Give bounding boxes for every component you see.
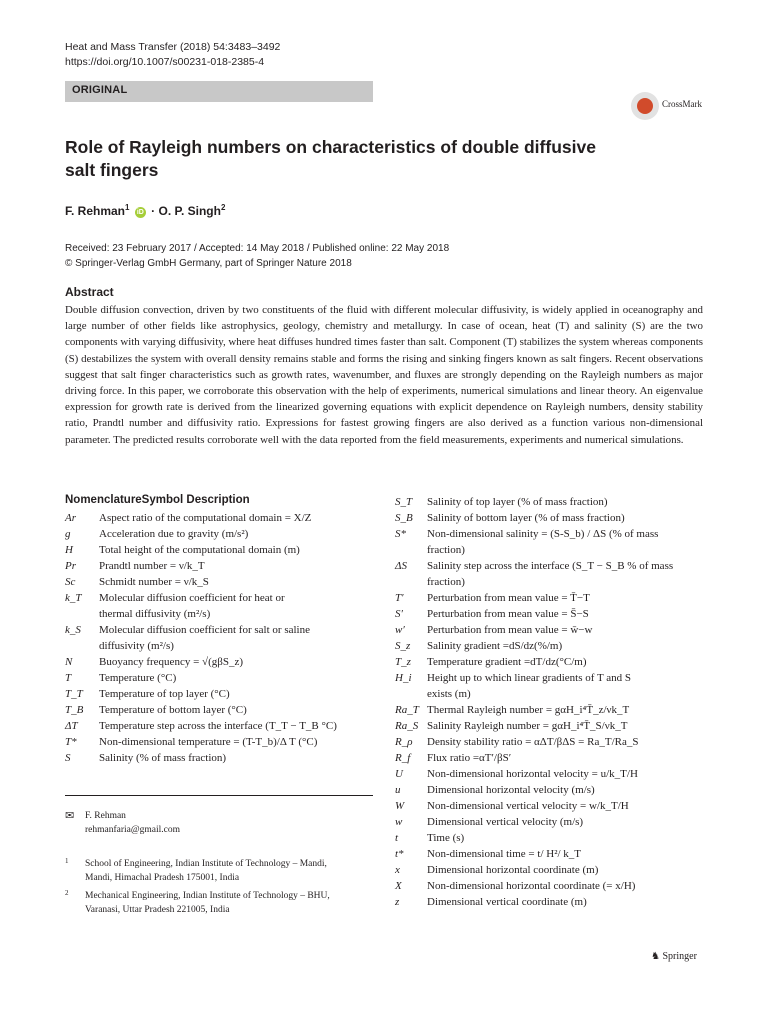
nomenclature-symbol: Ar (65, 512, 76, 524)
nomenclature-description (427, 702, 727, 718)
description-line: Temperature gradient =dT/dz(°C/m) (427, 656, 587, 668)
nomenclature-symbol: t (395, 832, 399, 844)
affiliation-line: Mandi, Himachal Pradesh 175001, India (85, 873, 240, 883)
description-line: Non-dimensional vertical velocity = w/k_T/H (427, 800, 629, 812)
article-type-label: ORIGINAL (72, 84, 128, 96)
affiliation-text (85, 857, 385, 885)
description-line: Perturbation from mean value = T̄−T (427, 592, 590, 604)
nomenclature-description (427, 590, 727, 606)
copyright-line: © Springer-Verlag GmbH Germany, part of Springer Nature 2018 (65, 258, 352, 269)
affiliation-number: 2 (65, 889, 69, 897)
nomenclature-symbol: R_ρ (395, 736, 413, 748)
description-line: Temperature of bottom layer (°C) (99, 704, 247, 716)
description-line: Dimensional vertical velocity (m/s) (427, 816, 584, 828)
author-name[interactable]: F. Rehman (65, 204, 126, 218)
publisher-name: Springer (662, 951, 697, 962)
affiliation-text (85, 889, 385, 917)
nomenclature-description (427, 606, 727, 622)
nomenclature-description (427, 510, 727, 526)
journal-header (65, 40, 280, 70)
nomenclature-symbol: Ra_T (395, 704, 419, 716)
abstract-heading: Abstract (65, 285, 114, 299)
description-line: Flux ratio =αT′/βS′ (427, 752, 512, 764)
description-line: Prandtl number = ν/k_T (99, 560, 205, 572)
description-line: Temperature (°C) (99, 672, 177, 684)
nomenclature-description (99, 654, 399, 670)
nomenclature-description (99, 686, 399, 702)
nomenclature-description (427, 558, 727, 590)
description-line: Perturbation from mean value = w̄−w (427, 624, 593, 636)
nomenclature-symbol: S_T (395, 496, 413, 508)
abstract-body: Double diffusion convection, driven by two constituents of the fluid with different molecular diffusivity, is widely applied in oceanography and large number of other fields like astrophysics, geology, chemistry and metallurgy. In case of ocean, heat (T) and salinity (S) are the two components with varying diffusivity, where heat diffuses hundred times faster than salt. Component (T) stabilizes the system whereas components (S) destabilizes the system with overall density remains stable and forms the rising and sinking fingers known as salt fingers. Recent observations suggest that salt finger characteristics such as growth rates, wavenumber, and fluxes are strongly depending on the Rayleigh numbers as major driving force. In this paper, we corroborate this observation with the help of experiments, numerical simulations and linear theory. An eigenvalue expression for growth rate is derived from the linearized governing equations with explicit dependence on Rayleigh numbers, density stability ratio, Prandtl number and diffusivity ratio. Expressions for fastest growing fingers are also derived as a function various non-dimensional parameter. The predicted results corroborate well with the data reported from the field measurements, experiments and numerical simulations. (65, 304, 703, 446)
nomenclature-symbol: S_B (395, 512, 413, 524)
nomenclature-description (427, 798, 727, 814)
crossmark-icon (631, 92, 659, 120)
nomenclature-symbol: T_z (395, 656, 411, 668)
nomenclature-description (427, 526, 727, 558)
nomenclature-symbol: T′ (395, 592, 404, 604)
nomenclature-description (99, 510, 399, 526)
nomenclature-symbol: T* (65, 736, 77, 748)
nomenclature-symbol: Ra_S (395, 720, 419, 732)
description-line: Non-dimensional horizontal coordinate (= x/H) (427, 880, 636, 892)
description-line: Height up to which linear gradients of T and S (427, 672, 631, 684)
contact-email[interactable]: rehmanfaria@gmail.com (85, 825, 180, 835)
footnote-divider (65, 795, 373, 796)
nomenclature-description (427, 862, 727, 878)
nomenclature-description (427, 894, 727, 910)
nomenclature-description (99, 542, 399, 558)
description-line: Buoyancy frequency = √(gβS_z) (99, 656, 243, 668)
nomenclature-symbol: ΔS (395, 560, 407, 572)
nomenclature-symbol: H_i (395, 672, 412, 684)
affiliation-number: 1 (65, 857, 69, 865)
nomenclature-symbol: U (395, 768, 403, 780)
orcid-icon[interactable]: iD (136, 209, 144, 216)
nomenclature-description (99, 590, 399, 622)
nomenclature-symbol: S_z (395, 640, 411, 652)
springer-horse-icon: ♞ (651, 951, 660, 962)
author-separator: · (151, 204, 156, 218)
nomenclature-description (99, 718, 399, 734)
nomenclature-symbol: H (65, 544, 73, 556)
nomenclature-symbol: W (395, 800, 405, 812)
nomenclature-description (99, 526, 399, 542)
nomenclature-symbol: N (65, 656, 73, 668)
description-line: Salinity (% of mass fraction) (99, 752, 227, 764)
description-line: Total height of the computational domain (m) (99, 544, 300, 556)
nomenclature-description (99, 734, 399, 750)
nomenclature-symbol: T_B (65, 704, 84, 716)
nomenclature-description (427, 846, 727, 862)
nomenclature-description (427, 670, 727, 702)
description-line: fraction) (427, 544, 465, 556)
description-line: Non-dimensional horizontal velocity = u/k_T/H (427, 768, 638, 780)
article-type-bar (65, 81, 373, 102)
history-dates: Received: 23 February 2017 / Accepted: 14 May 2018 / Published online: 22 May 2018 (65, 243, 450, 254)
affiliation-line: Varanasi, Uttar Pradesh 221005, India (85, 905, 230, 915)
nomenclature-symbol: u (395, 784, 401, 796)
description-line: Perturbation from mean value = S̄−S (427, 608, 589, 620)
nomenclature-symbol: g (65, 528, 71, 540)
nomenclature-description (99, 558, 399, 574)
description-line: Salinity Rayleigh number = gαH_i⁴T̄_S/νk_T (427, 720, 628, 732)
nomenclature-symbol: R_f (395, 752, 411, 764)
nomenclature-symbol: T_T (65, 688, 83, 700)
nomenclature-symbol: ΔT (65, 720, 78, 732)
nomenclature-description (427, 814, 727, 830)
nomenclature-description (427, 830, 727, 846)
author-list (65, 203, 225, 218)
nomenclature-symbol: S* (395, 528, 406, 540)
description-line: Non-dimensional time = t/ H²/ k_T (427, 848, 582, 860)
author-affiliation-sup: 1 (125, 203, 130, 212)
affiliation-line: School of Engineering, Indian Institute of Technology – Mandi, (85, 859, 327, 869)
description-line: Salinity gradient =dS/dz(%/m) (427, 640, 563, 652)
description-line: Molecular diffusion coefficient for salt or saline (99, 624, 310, 636)
description-line: Schmidt number = ν/k_S (99, 576, 209, 588)
nomenclature-symbol: k_T (65, 592, 82, 604)
crossmark-badge[interactable] (631, 92, 735, 122)
nomenclature-symbol: Sc (65, 576, 76, 588)
description-line: Dimensional vertical coordinate (m) (427, 896, 587, 908)
description-line: Time (s) (427, 832, 465, 844)
description-line: Molecular diffusion coefficient for heat or (99, 592, 285, 604)
nomenclature-symbol: T (65, 672, 72, 684)
nomenclature-description (427, 766, 727, 782)
description-line: Density stability ratio = αΔT/βΔS = Ra_T/Ra_S (427, 736, 639, 748)
nomenclature-description (427, 638, 727, 654)
description-line: Thermal Rayleigh number = gαH_i⁴T̄_z/νk_T (427, 704, 630, 716)
publisher-logo (651, 951, 697, 962)
description-line: Salinity step across the interface (S_T − S_B % of mass (427, 560, 674, 572)
article-dates (65, 241, 449, 271)
nomenclature-symbol: X (395, 880, 402, 892)
nomenclature-symbol: w′ (395, 624, 405, 636)
description-line: exists (m) (427, 688, 471, 700)
nomenclature-symbol: z (395, 896, 400, 908)
nomenclature-description (427, 782, 727, 798)
description-line: Non-dimensional temperature = (T-T_b)/Δ T (°C) (99, 736, 318, 748)
description-line: Dimensional horizontal coordinate (m) (427, 864, 599, 876)
description-line: Non-dimensional salinity = (S-S_b) / ΔS (% of mass (427, 528, 659, 540)
nomenclature-symbol: w (395, 816, 403, 828)
crossmark-label: CrossMark (662, 99, 702, 109)
nomenclature-description (427, 494, 727, 510)
description-line: Salinity of bottom layer (% of mass fraction) (427, 512, 625, 524)
nomenclature-description (427, 718, 727, 734)
nomenclature-symbol: S′ (395, 608, 403, 620)
nomenclature-symbol: t* (395, 848, 404, 860)
nomenclature-heading: NomenclatureSymbol Description (65, 494, 250, 506)
nomenclature-symbol: x (395, 864, 400, 876)
description-line: Temperature step across the interface (T_T − T_B °C) (99, 720, 337, 732)
nomenclature-description (99, 670, 399, 686)
nomenclature-description (99, 750, 399, 766)
nomenclature-description (99, 574, 399, 590)
description-line: Salinity of top layer (% of mass fraction) (427, 496, 608, 508)
nomenclature-description (427, 878, 727, 894)
description-line: Dimensional horizontal velocity (m/s) (427, 784, 595, 796)
contact-name: F. Rehman (85, 811, 126, 821)
description-line: diffusivity (m²/s) (99, 640, 174, 652)
author-name[interactable]: O. P. Singh (158, 204, 221, 218)
nomenclature-description (427, 734, 727, 750)
nomenclature-description (427, 654, 727, 670)
journal-citation: Heat and Mass Transfer (2018) 54:3483–3492 (65, 41, 281, 53)
description-line: thermal diffusivity (m²/s) (99, 608, 211, 620)
author-affiliation-sup: 2 (220, 203, 226, 212)
nomenclature-description (99, 622, 399, 654)
nomenclature-description (99, 702, 399, 718)
affiliation-line: Mechanical Engineering, Indian Institute of Technology – BHU, (85, 891, 330, 901)
description-line: fraction) (427, 576, 465, 588)
nomenclature-description (427, 750, 727, 766)
nomenclature-description (427, 622, 727, 638)
description-line: Acceleration due to gravity (m/s²) (99, 528, 249, 540)
doi-link[interactable]: https://doi.org/10.1007/s00231-018-2385-4 (65, 56, 265, 68)
nomenclature-symbol: k_S (65, 624, 81, 636)
nomenclature-symbol: Pr (65, 560, 76, 572)
article-title: Role of Rayleigh numbers on characteristics of double diffusive salt fingers (65, 137, 596, 180)
description-line: Aspect ratio of the computational domain = X/Z (99, 512, 312, 524)
envelope-icon: ✉ (65, 810, 75, 822)
nomenclature-symbol: S (65, 752, 71, 764)
description-line: Temperature of top layer (°C) (99, 688, 230, 700)
